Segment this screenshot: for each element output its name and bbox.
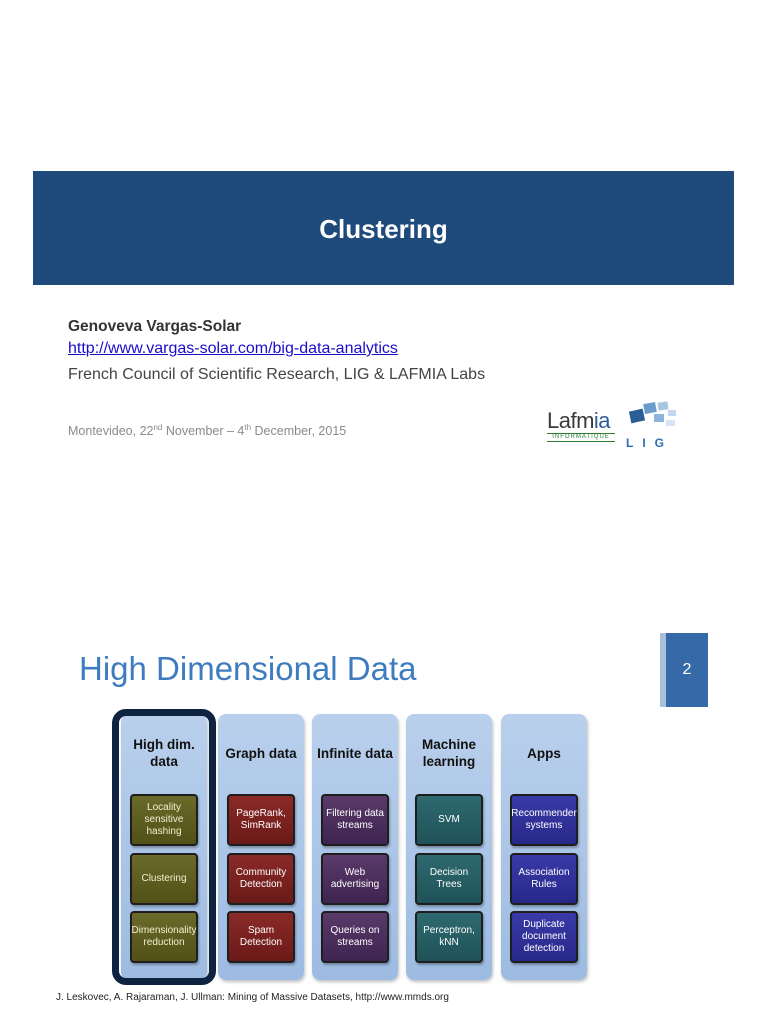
dates-sup1: nd (153, 423, 163, 432)
section-title: High Dimensional Data (79, 650, 417, 687)
affiliation: French Council of Scientific Research, LIG & LAFMIA Labs (68, 366, 486, 383)
topic-box: Duplicate document detection (510, 911, 578, 963)
topic-box: PageRank, SimRank (227, 794, 295, 846)
topic-box: Decision Trees (415, 853, 483, 905)
topic-box: Web advertising (321, 853, 389, 905)
topic-box: Association Rules (510, 853, 578, 905)
topic-box: Perceptron, kNN (415, 911, 483, 963)
dates-prefix: Montevideo, 22 (68, 424, 154, 439)
topic-box: Filtering data streams (321, 794, 389, 846)
column-machine-learning (406, 714, 492, 980)
dates-suffix: December, 2015 (251, 424, 347, 439)
title-banner (33, 171, 734, 285)
lafmia-logo-subtitle: INFORMATIQUE (547, 433, 615, 442)
topic-box: Community Detection (227, 853, 295, 905)
lig-logo-mark (620, 400, 682, 438)
column-header: Apps (527, 745, 561, 761)
topic-box: Locality sensitive hashing (130, 794, 198, 846)
column-graph-data (218, 714, 304, 980)
page-number: 2 (660, 633, 708, 707)
column-infinite-data (312, 714, 398, 980)
topic-box: Clustering (130, 853, 198, 905)
topic-box: Dimensionality reduction (130, 911, 198, 963)
column-header: Infinite data (317, 745, 393, 761)
website-link[interactable]: http://www.vargas-solar.com/big-data-analytics (68, 340, 398, 357)
topic-box: Queries on streams (321, 911, 389, 963)
topic-box: Recommender systems (510, 794, 578, 846)
column-header: High dim. data (133, 737, 195, 769)
topic-box: SVM (415, 794, 483, 846)
lig-logo-text: LIG (626, 436, 673, 450)
lig-logo (620, 400, 682, 450)
highlight-frame (112, 709, 216, 985)
citation-footer: J. Leskovec, A. Rajaraman, J. Ullman: Mining of Massive Datasets, http://www.mmds.org (56, 992, 449, 1003)
column-header: Machine learning (421, 737, 476, 769)
lafmia-logo-text: Lafmia (547, 408, 611, 433)
lafmia-logo (547, 410, 617, 446)
dates-middle: November – 4 (162, 424, 245, 439)
column-header: Graph data (225, 745, 297, 761)
dates-sup2: th (244, 423, 252, 432)
column-apps (501, 714, 587, 980)
author-name: Genoveva Vargas-Solar (68, 318, 242, 335)
topic-box: Spam Detection (227, 911, 295, 963)
event-dates (68, 423, 346, 438)
slide-title: Clustering (319, 213, 448, 244)
